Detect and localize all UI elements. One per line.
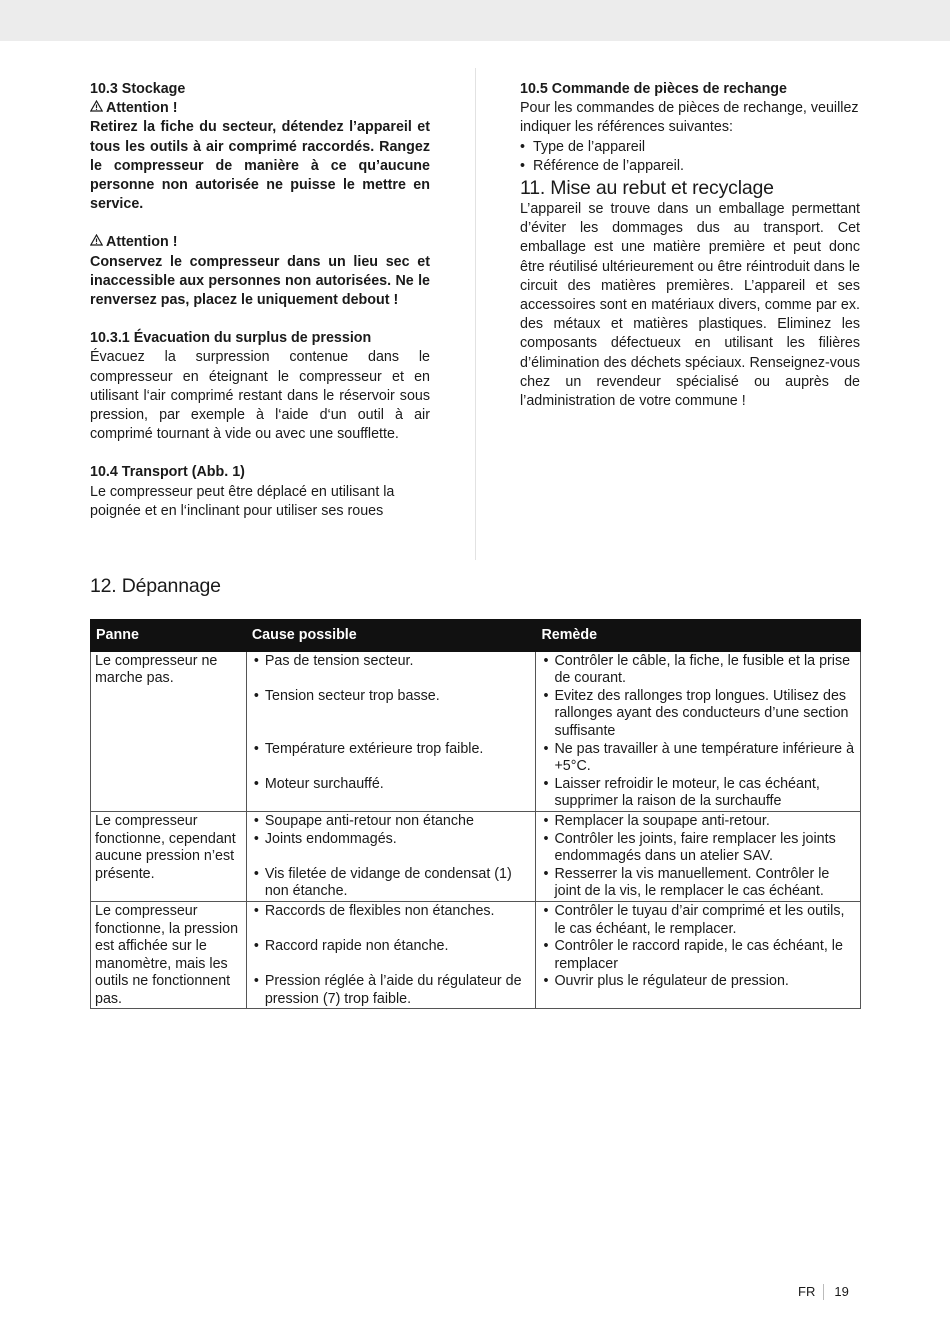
cause-item: • Raccords de flexibles non étanches. bbox=[251, 903, 532, 921]
cause-item: • Pression réglée à l’aide du régulateur de pression (7) trop faible. bbox=[251, 973, 532, 1008]
section-10-4-title: 10.4 Transport (Abb. 1) bbox=[90, 464, 245, 481]
column-divider bbox=[475, 68, 476, 560]
panne-cell: Le compresseur ne marche pas. bbox=[91, 651, 247, 811]
cause-cell bbox=[246, 651, 536, 811]
panne-cell: Le compresseur fonctionne, la pression est affichée sur le manomètre, mais les outils ne fonctionnent pas. bbox=[91, 901, 247, 1009]
column-header-panne: Panne bbox=[91, 620, 247, 652]
right-column bbox=[520, 80, 860, 411]
parts-reference-list bbox=[520, 138, 860, 176]
remede-item: • Contrôler le câble, la fiche, le fusible et la prise de courant. bbox=[540, 653, 856, 688]
cause-item: • Soupape anti-retour non étanche bbox=[251, 813, 532, 831]
remede-cell bbox=[536, 651, 861, 811]
section-10-3-title: 10.3 Stockage bbox=[90, 81, 186, 97]
troubleshooting-table bbox=[90, 619, 861, 1009]
section-11-title: 11. Mise au rebut et recyclage bbox=[520, 177, 774, 200]
page-header-band bbox=[0, 0, 950, 41]
column-header-remede: Remède bbox=[536, 620, 861, 652]
warning-triangle-icon bbox=[90, 233, 106, 252]
cause-item: • Joints endommagés. bbox=[251, 831, 532, 849]
remede-item: • Contrôler les joints, faire remplacer les joints endommagés dans un atelier SAV. bbox=[540, 831, 856, 866]
remede-item: • Resserrer la vis manuellement. Contrôler le joint de la vis, le remplacer le cas échéant. bbox=[540, 866, 856, 901]
remede-cell bbox=[536, 811, 861, 901]
remede-item: • Ouvrir plus le régulateur de pression. bbox=[540, 973, 856, 991]
table-row bbox=[91, 811, 861, 901]
section-10-3-1-text: Évacuez la surpression contenue dans le compresseur en éteignant le compresseur et en utilisant l‘air comprimé restant dans le réservoir sous pression, par exemple à l‘aide d‘un outil à air comprimé tournant à vide ou avec une soufflette. bbox=[90, 349, 430, 443]
cause-item: • Moteur surchauffé. bbox=[251, 776, 532, 794]
column-header-cause: Cause possible bbox=[246, 620, 536, 652]
list-item: • Référence de l’appareil. bbox=[520, 157, 860, 176]
remede-item: • Remplacer la soupape anti-retour. bbox=[540, 813, 856, 831]
remede-cell bbox=[536, 901, 861, 1009]
section-10-5-text: Pour les commandes de pièces de rechange, veuillez indiquer les références suivantes: bbox=[520, 100, 859, 136]
left-column bbox=[90, 80, 430, 521]
page-number: 19 bbox=[834, 1284, 849, 1299]
remede-item: • Laisser refroidir le moteur, le cas échéant, supprimer la raison de la surchauffe bbox=[540, 776, 856, 811]
warning-triangle-icon bbox=[90, 99, 106, 118]
cause-item: • Température extérieure trop faible. bbox=[251, 741, 532, 759]
warning-1-label: Attention ! bbox=[90, 99, 430, 118]
section-11-text: L’appareil se trouve dans un emballage permettant d’éviter les dommages dus au transport. Cet emballage est une matière première et peut donc être réutilisé ultérieurement ou être réintroduit dans le circuit des matières premières. L’appareil et ses accessoires sont en matériaux divers, comme par ex. des métaux et matières plastiques. Eliminez les composants défectueux en utilisant les filières d’élimination des déchets spéciaux. Renseignez-vous chez un revendeur spécialisé ou auprès de l’administration de votre commune ! bbox=[520, 201, 860, 410]
cause-item: • Tension secteur trop basse. bbox=[251, 688, 532, 706]
remede-item: • Contrôler le raccord rapide, le cas échéant, le remplacer bbox=[540, 938, 856, 973]
section-10-3-1-title: 10.3.1 Évacuation du surplus de pression bbox=[90, 330, 372, 347]
table-row bbox=[91, 651, 861, 811]
remede-item: • Ne pas travailler à une température inférieure à +5°C. bbox=[540, 741, 856, 776]
section-10-5-title: 10.5 Commande de pièces de rechange bbox=[520, 81, 787, 97]
cause-cell bbox=[246, 811, 536, 901]
cause-item: • Raccord rapide non étanche. bbox=[251, 938, 532, 956]
section-10-4-text: Le compresseur peut être déplacé en utilisant la poignée et en l‘inclinant pour utiliser ses roues bbox=[90, 483, 395, 519]
remede-item: • Evitez des rallonges trop longues. Utilisez des rallonges ayant des conducteurs d’une section suffisante bbox=[540, 688, 856, 741]
cause-cell bbox=[246, 901, 536, 1009]
panne-cell: Le compresseur fonctionne, cependant aucune pression n’est présente. bbox=[91, 811, 247, 901]
cause-item: • Vis filetée de vidange de condensat (1) non étanche. bbox=[251, 866, 532, 901]
page-footer bbox=[798, 1284, 849, 1300]
cause-item: • Pas de tension secteur. bbox=[251, 653, 532, 671]
warning-2-text: Conservez le compresseur dans un lieu sec et inaccessible aux personnes non autorisées. Ne le renversez pas, placez le uniquement debout ! bbox=[90, 253, 430, 309]
section-12-title: 12. Dépannage bbox=[90, 575, 221, 597]
warning-1-text: Retirez la fiche du secteur, détendez l’appareil et tous les outils à air comprimé raccordés. Rangez le compresseur de manière à ce qu’aucune personne non autorisée ne puisse le mettre en service. bbox=[90, 119, 430, 213]
remede-item: • Contrôler le tuyau d’air comprimé et les outils, le cas échéant, le remplacer. bbox=[540, 903, 856, 938]
table-header-row bbox=[91, 620, 861, 652]
table-row bbox=[91, 901, 861, 1009]
warning-2-label: Attention ! bbox=[90, 233, 430, 252]
language-code: FR bbox=[798, 1284, 824, 1300]
list-item: • Type de l’appareil bbox=[520, 138, 860, 157]
